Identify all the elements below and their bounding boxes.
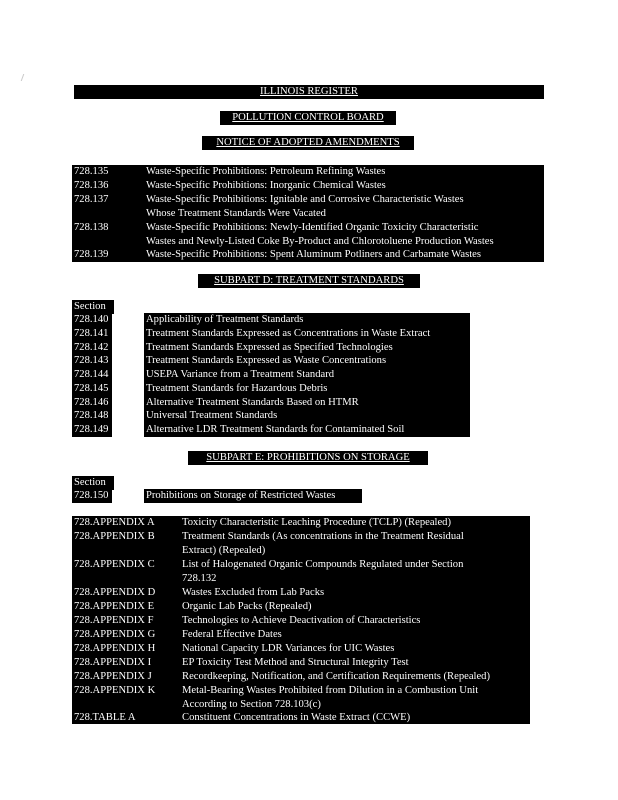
appendix-title: Wastes Excluded from Lab Packs	[182, 587, 325, 598]
section-number: 728.138	[74, 222, 109, 233]
appendix-number: 728.TABLE A	[74, 712, 136, 723]
appendix-title: Recordkeeping, Notification, and Certification Requirements (Repealed)	[182, 671, 490, 682]
table-row	[72, 165, 544, 179]
section-title: Treatment Standards Expressed as Waste Concentrations	[146, 355, 387, 366]
section-title: Treatment Standards for Hazardous Debris	[146, 383, 328, 394]
section-title: Alternative LDR Treatment Standards for Contaminated Soil	[146, 424, 405, 435]
appendix-title: National Capacity LDR Variances for UIC Wastes	[182, 643, 395, 654]
table-row-continuation	[72, 572, 530, 586]
section-title: Universal Treatment Standards	[146, 410, 278, 421]
appendix-number: 728.APPENDIX F	[74, 615, 154, 626]
table-row	[72, 530, 530, 544]
section-title: Waste-Specific Prohibitions: Newly-Identified Organic Toxicity Characteristic	[146, 222, 479, 233]
table-row	[72, 656, 530, 670]
section-number: 728.150	[72, 489, 112, 503]
appendix-title: Technologies to Achieve Deactivation of Characteristics	[182, 615, 421, 626]
section-number: 728.146	[74, 397, 109, 408]
table-row	[72, 684, 530, 698]
table-row	[72, 642, 530, 656]
table-row	[72, 628, 530, 642]
appendix-number: 728.APPENDIX I	[74, 657, 152, 668]
table-row-continuation	[72, 235, 544, 249]
table-row	[72, 248, 544, 262]
notice-title: NOTICE OF ADOPTED AMENDMENTS	[202, 136, 414, 150]
section-number: 728.145	[74, 383, 109, 394]
appendix-number: 728.APPENDIX H	[74, 643, 156, 654]
appendix-number: 728.APPENDIX K	[74, 685, 156, 696]
table-row-continuation	[72, 544, 530, 558]
table-row	[72, 221, 544, 235]
section-title: Waste-Specific Prohibitions: Spent Aluminum Potliners and Carbamate Wastes	[146, 249, 481, 260]
section-number: 728.142	[74, 342, 109, 353]
section-titles-subpart-d	[144, 313, 470, 437]
section-title-continued: Wastes and Newly-Listed Coke By-Product and Chlorotoluene Production Wastes	[146, 236, 494, 247]
table-row	[72, 516, 530, 530]
section-title: Treatment Standards Expressed as Specified Technologies	[146, 342, 393, 353]
subpart-e-heading: SUBPART E: PROHIBITIONS ON STORAGE	[188, 451, 428, 465]
section-title: Waste-Specific Prohibitions: Petroleum Refining Wastes	[146, 166, 386, 177]
section-number: 728.144	[74, 369, 109, 380]
appendix-title: EP Toxicity Test Method and Structural Integrity Test	[182, 657, 409, 668]
appendix-number: 728.APPENDIX J	[74, 671, 152, 682]
table-row-continuation	[72, 207, 544, 221]
section-title: Treatment Standards Expressed as Concentrations in Waste Extract	[146, 328, 431, 339]
appendix-title: Constituent Concentrations in Waste Extract (CCWE)	[182, 712, 411, 723]
section-title: Waste-Specific Prohibitions: Ignitable and Corrosive Characteristic Wastes	[146, 194, 464, 205]
section-number: 728.141	[74, 328, 109, 339]
section-number: 728.148	[74, 410, 109, 421]
section-title-continued: Whose Treatment Standards Were Vacated	[146, 208, 326, 219]
appendix-title-continued: According to Section 728.103(c)	[182, 699, 321, 710]
section-number: 728.139	[74, 249, 109, 260]
appendix-number: 728.APPENDIX C	[74, 559, 155, 570]
section-block-subpart-c	[72, 165, 544, 262]
appendix-number: 728.APPENDIX E	[74, 601, 155, 612]
appendix-number: 728.APPENDIX B	[74, 531, 155, 542]
appendix-title: Treatment Standards (As concentrations in the Treatment Residual	[182, 531, 464, 542]
section-title: Prohibitions on Storage of Restricted Wastes	[144, 489, 362, 503]
section-number: 728.136	[74, 180, 109, 191]
appendix-title: List of Halogenated Organic Compounds Regulated under Section	[182, 559, 464, 570]
table-row	[72, 193, 544, 207]
section-number: 728.149	[74, 424, 109, 435]
subpart-d-heading: SUBPART D: TREATMENT STANDARDS	[198, 274, 420, 288]
section-title: Alternative Treatment Standards Based on HTMR	[146, 397, 359, 408]
subpart-d-section-label: Section	[72, 300, 114, 314]
appendix-number: 728.APPENDIX G	[74, 629, 156, 640]
appendix-title: Federal Effective Dates	[182, 629, 282, 640]
appendix-number: 728.APPENDIX A	[74, 517, 155, 528]
appendix-title-continued: Extract) (Repealed)	[182, 545, 266, 556]
table-row	[72, 558, 530, 572]
table-row	[72, 670, 530, 684]
table-row	[72, 600, 530, 614]
section-title: Applicability of Treatment Standards	[146, 314, 304, 325]
section-number: 728.140	[74, 314, 109, 325]
section-number: 728.143	[74, 355, 109, 366]
appendix-title-continued: 728.132	[182, 573, 217, 584]
appendix-title: Toxicity Characteristic Leaching Procedure (TCLP) (Repealed)	[182, 517, 451, 528]
subpart-e-section-label: Section	[72, 476, 114, 490]
table-row	[72, 614, 530, 628]
table-row	[72, 179, 544, 193]
register-title: ILLINOIS REGISTER	[74, 85, 544, 99]
appendix-title: Organic Lab Packs (Repealed)	[182, 601, 312, 612]
section-title: Waste-Specific Prohibitions: Inorganic Chemical Wastes	[146, 180, 386, 191]
section-number: 728.135	[74, 166, 109, 177]
appendix-number: 728.APPENDIX D	[74, 587, 156, 598]
stray-mark	[21, 74, 28, 81]
section-title: USEPA Variance from a Treatment Standard	[146, 369, 335, 380]
table-row	[72, 711, 530, 725]
section-number: 728.137	[74, 194, 109, 205]
section-numbers-subpart-d	[72, 313, 112, 437]
appendix-block	[72, 516, 530, 724]
table-row	[72, 586, 530, 600]
appendix-title: Metal-Bearing Wastes Prohibited from Dilution in a Combustion Unit	[182, 685, 479, 696]
table-row-continuation	[72, 698, 530, 712]
board-title: POLLUTION CONTROL BOARD	[220, 111, 396, 125]
